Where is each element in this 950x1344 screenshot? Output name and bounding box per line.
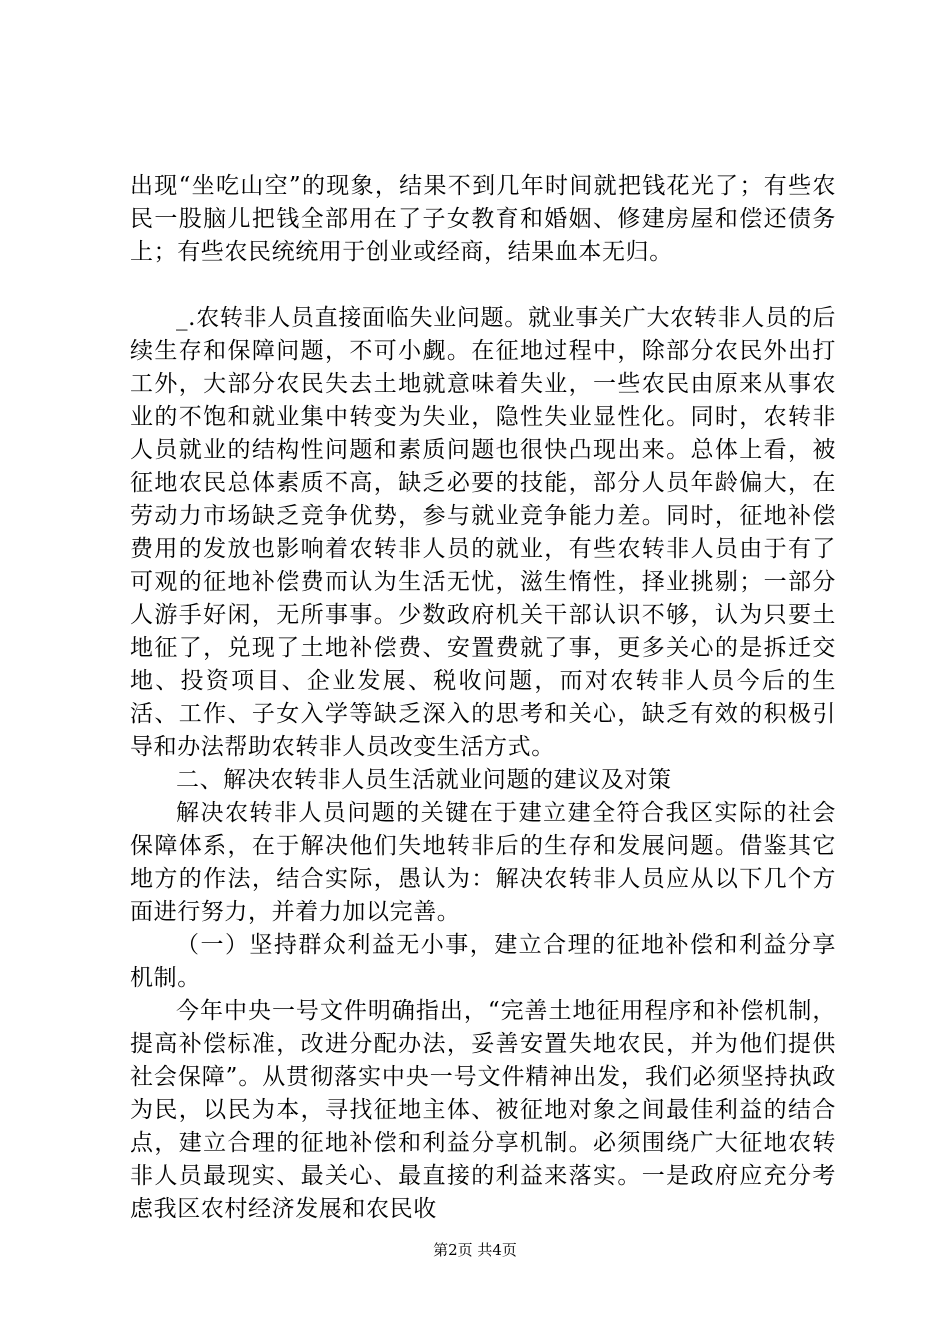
paragraph-central-document: 今年中央一号文件明确指出，“完善土地征用程序和补偿机制，提高补偿标准，改进分配办法，妥善安置失地农民，并为他们提供社会保障”。从贯彻落实中央一号文件精神出发，我们必须坚持执政为民，以民为本，寻找征地主体、被征地对象之间最佳利益的结合点，建立合理的征地补偿和利益分享机制。必须围绕广大征地农转非人员最现实、最关心、最直接的利益来落实。一是政府应充分考虑我区农村经济发展和农民收	[130, 998, 836, 1222]
paragraph-key-solution: 解决农转非人员问题的关键在于建立建全符合我区实际的社会保障体系，在于解决他们失地转非后的生存和发展问题。借鉴其它地方的作法，结合实际，愚认为：解决农转非人员应从以下几个方面进行努力，并着力加以完善。	[130, 800, 836, 925]
paragraph-gap	[130, 269, 836, 302]
paragraph-continuation: 出现“坐吃山空”的现象，结果不到几年时间就把钱花光了；有些农民一股脑儿把钱全部用在了子女教育和婚姻、修建房屋和偿还债务上；有些农民统统用于创业或经商，结果血本无归。	[130, 173, 836, 265]
body-text	[130, 170, 836, 1226]
subsection-heading: （一）坚持群众利益无小事，建立合理的征地补偿和利益分享机制。	[130, 932, 836, 991]
section-heading: 二、解决农转非人员生活就业问题的建议及对策	[176, 767, 672, 793]
paragraph-unemployment: _.农转非人员直接面临失业问题。就业事关广大农转非人员的后续生存和保障问题，不可小觑。在征地过程中，除部分农民外出打工外，大部分农民失去土地就意味着失业，一些农民由原来从事农业的不饱和就业集中转变为失业，隐性失业显性化。同时，农转非人员就业的结构性问题和素质问题也很快凸现出来。总体上看，被征地农民总体素质不高，缺乏必要的技能，部分人员年龄偏大，在劳动力市场缺乏竞争优势，参与就业竞争能力差。同时，征地补偿费用的发放也影响着农转非人员的就业，有些农转非人员由于有了可观的征地补偿费而认为生活无忧，滋生惰性，择业挑剔；一部分人游手好闲，无所事事。少数政府机关干部认识不够，认为只要土地征了，兑现了土地补偿费、安置费就了事，更多关心的是拆迁交地、投资项目、企业发展、税收问题，而对农转非人员今后的生活、工作、子女入学等缺乏深入的思考和关心，缺乏有效的积极引导和办法帮助农转非人员改变生活方式。	[130, 305, 836, 760]
page-footer: 第2页 共4页	[433, 1241, 517, 1259]
